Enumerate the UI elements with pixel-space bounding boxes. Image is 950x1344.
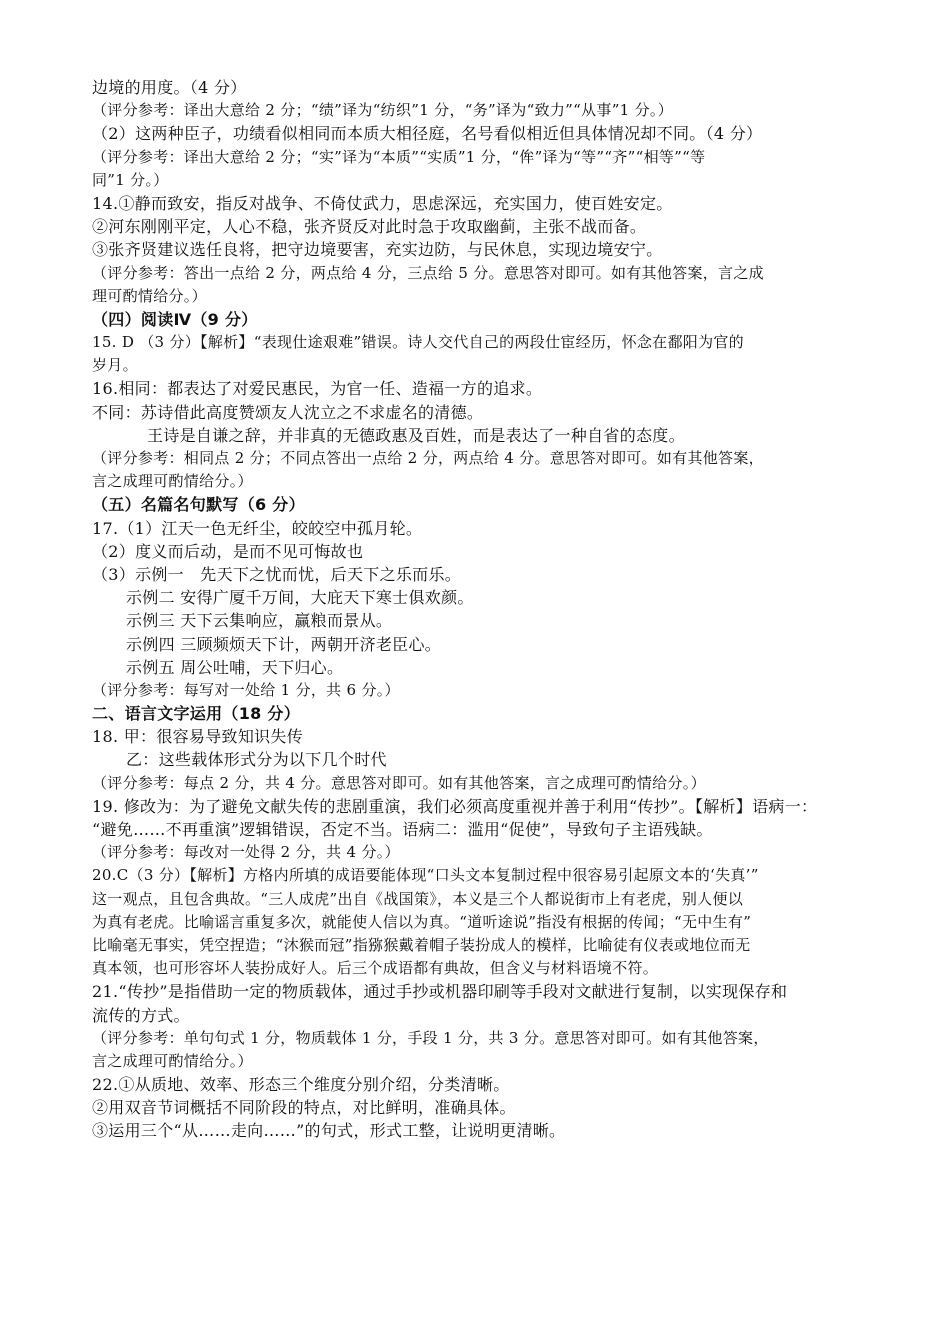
scoring-note: （评分参考：答出一点给 2 分，两点给 4 分，三点给 5 分。意思答对即可。如有其他答案，言之成 <box>92 263 764 282</box>
answer-17-line: （3）示例一 先天下之忧而忧，后天下之乐而乐。 <box>92 564 462 584</box>
answer-21-line: 21.“传抄”是指借助一定的物质载体，通过手抄或机器印刷等手段对文献进行复制，以实现保存和 <box>92 982 788 1002</box>
answer-22-line: ②用双音节词概括不同阶段的特点，对比鲜明，准确具体。 <box>92 1098 516 1118</box>
answer-17-line: 17.（1）江天一色无纤尘，皎皎空中孤月轮。 <box>92 518 423 538</box>
answer-14-line: ③张齐贤建议选任良将，把守边境要害，充实边防，与民休息，实现边境安宁。 <box>92 240 663 260</box>
answer-16-line: 16.相同：都表达了对爱民惠民，为官一任、造福一方的追求。 <box>92 379 543 399</box>
answer-16-line: 王诗是自谦之辞，并非真的无德政惠及百姓，而是表达了一种自省的态度。 <box>147 425 685 445</box>
answer-22-line: 22.①从质地、效率、形态三个维度分别介绍，分类清晰。 <box>92 1075 510 1095</box>
answer-20-line: 为真有老虎。比喻谣言重复多次，就能使人信以为真。“道听途说”指没有根据的传闻；“无中生有” <box>92 912 752 931</box>
answer-22-line: ③运用三个“从……走向……”的句式，形式工整，让说明更清晰。 <box>92 1121 566 1141</box>
scoring-note: 理可酌情给分。） <box>92 286 207 305</box>
answer-17-example: 示例四 三顾频烦天下计，两朝开济老臣心。 <box>126 634 442 654</box>
scoring-note: 言之成理可酌情给分。） <box>92 1051 253 1070</box>
scoring-note: （评分参考：每写对一处给 1 分，共 6 分。） <box>92 680 400 699</box>
answer-14-line: 14.①静而致安，指反对战争、不倚仗武力，思虑深远，充实国力，使百姓安定。 <box>92 193 673 213</box>
section-heading: 二、语言文字运用（18 分） <box>92 704 301 724</box>
section-heading: （四）阅读Ⅳ（9 分） <box>92 309 258 329</box>
answer-17-example: 示例三 天下云集响应，赢粮而景从。 <box>126 611 393 631</box>
answer-20-line: 比喻毫无事实，凭空捏造；“沐猴而冠”指猕猴戴着帽子装扮成人的模样，比喻徒有仪表或地位而无 <box>92 935 751 954</box>
scoring-note: （评分参考：译出大意给 2 分；“实”译为“本质”“实质”1 分，“侔”译为“等”“齐”“相等”“等 <box>92 147 706 166</box>
answer-17-example: 示例五 周公吐哺，天下归心。 <box>126 657 344 677</box>
scoring-note: 同”1 分。） <box>92 170 169 189</box>
text-line: 边境的用度。（4 分） <box>92 78 247 97</box>
answer-20-line: 真本领，也可形容坏人装扮成好人。后三个成语都有典故，但含义与材料语境不符。 <box>92 959 659 978</box>
answer-18-line: 18. 甲：很容易导致知识失传 <box>92 727 304 747</box>
scoring-note: （评分参考：相同点 2 分；不同点答出一点给 2 分，两点给 4 分。意思答对即可。如有其他答案， <box>92 449 764 467</box>
section-heading: （五）名篇名句默写（6 分） <box>92 495 305 515</box>
scoring-note: （评分参考：每改对一处得 2 分，共 4 分。） <box>92 843 400 862</box>
scoring-note: （评分参考：译出大意给 2 分；“绩”译为“纺织”1 分，“务”译为“致力”“从事”1 分。） <box>92 101 673 120</box>
answer-17-line: （2）度义而后动，是而不见可悔故也 <box>92 541 364 561</box>
answer-17-example: 示例二 安得广厦千万间，大庇天下寒士俱欢颜。 <box>126 588 474 608</box>
scoring-note: （评分参考：每点 2 分，共 4 分。意思答对即可。如有其他答案，言之成理可酌情给分。） <box>92 773 706 792</box>
answer-14-line: ②河东刚刚平定，人心不稳，张齐贤反对此时急于攻取幽蓟，主张不战而备。 <box>92 217 647 237</box>
answer-19-line: “避免……不再重演”逻辑错误，否定不当。语病二：滥用“促使”，导致句子主语残缺。 <box>92 820 713 839</box>
answer-20-line: 20.C（3 分）【解析】方格内所填的成语要能体现“口头文本复制过程中很容易引起原文本的‘失真’” <box>92 866 759 885</box>
answer-15-line: 15. D （3 分）【解析】“表现仕途艰难”错误。诗人交代自己的两段仕宦经历，怀念在鄱阳为官的 <box>92 333 744 352</box>
answer-18-line: 乙：这些载体形式分为以下几个时代 <box>126 750 387 770</box>
answer-16-line: 不同：苏诗借此高度赞颂友人沈立之不求虚名的清德。 <box>92 402 484 422</box>
answer-19-line: 19. 修改为：为了避免文献失传的悲剧重演，我们必须高度重视并善于利用“传抄”。【解析】语病一： <box>92 796 818 816</box>
answer-15-line: 岁月。 <box>92 356 138 375</box>
answer-20-line: 这一观点，且包含典故。“三人成虎”出自《战国策》，本义是三个人都说街市上有老虎，别人便以 <box>92 889 744 908</box>
answer-21-line: 流传的方式。 <box>92 1005 190 1025</box>
scoring-note: （评分参考：单句句式 1 分，物质载体 1 分，手段 1 分，共 3 分。意思答对即可。如有其他答案， <box>92 1028 769 1047</box>
text-line: （2）这两种臣子，功绩看似相同而本质大相径庭，名号看似相近但具体情况却不同。（4 分） <box>92 124 763 144</box>
scoring-note: 言之成理可酌情给分。） <box>92 472 253 491</box>
